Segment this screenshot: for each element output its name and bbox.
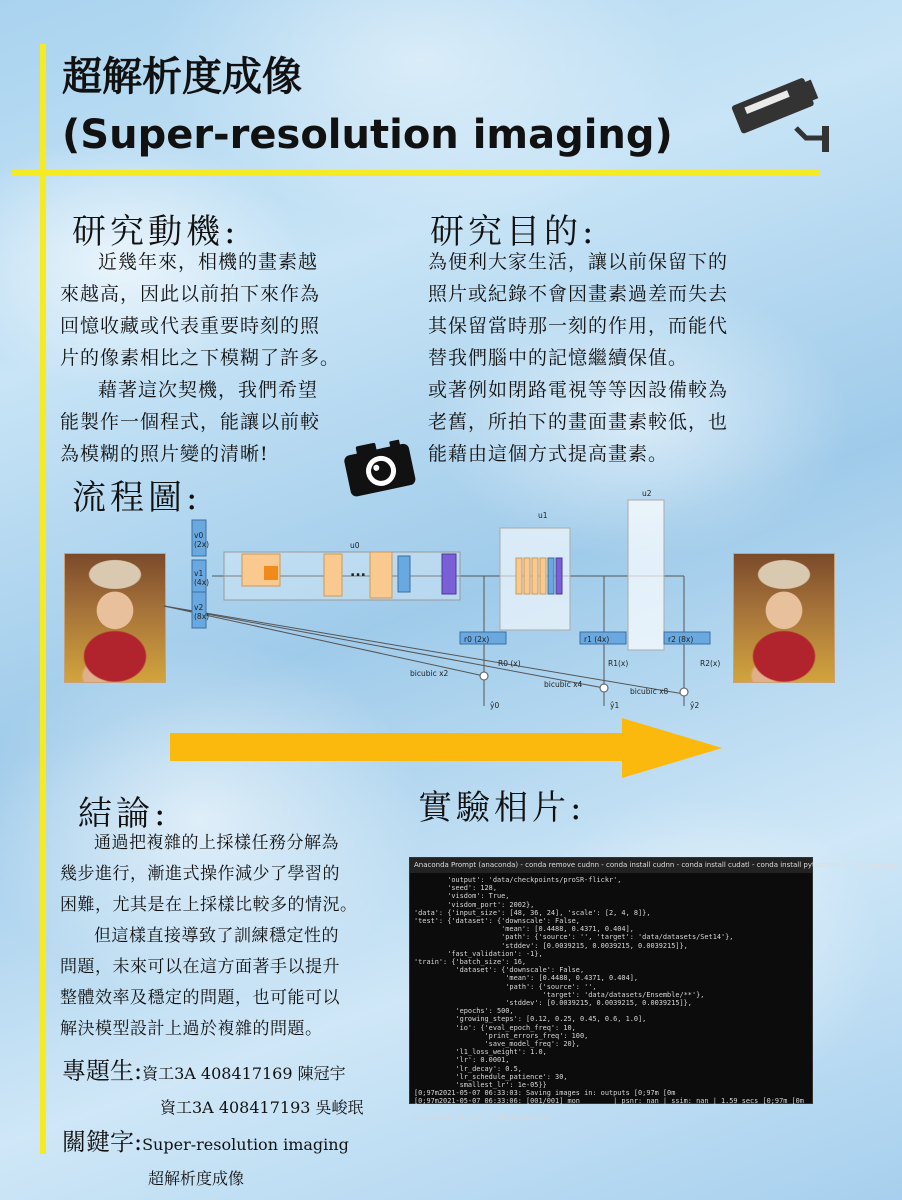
accent-horizontal-line — [12, 170, 820, 176]
terminal-line: 'visdom': True, — [414, 892, 510, 901]
terminal-line: 'data': {'input_size': [48, 36, 24], 'scale': [2, 4, 8]}, — [414, 908, 651, 917]
flowchart-diagram — [164, 488, 734, 718]
motivation-line: 為模糊的照片變的清晰! — [60, 443, 269, 465]
purpose-line: 照片或紀錄不會因畫素過差而失去 — [428, 283, 729, 305]
student-label: 專題生: — [62, 1057, 143, 1085]
label-R1: R1(x) — [608, 659, 629, 668]
terminal-line: 'io': {'eval_epoch_freq': 10, — [414, 1023, 576, 1032]
motivation-line: 來越高，因此以前拍下來作為 — [60, 283, 321, 305]
terminal-line: 'stddev': [0.0039215, 0.0039215, 0.0039215]}, — [414, 999, 692, 1008]
motivation-line: 藉著這次契機，我們希望 — [98, 379, 319, 401]
terminal-line: 'save_model_freq': 20}, — [414, 1040, 580, 1049]
label-v2: v2 — [194, 603, 204, 612]
conclusion-heading: 結論: — [78, 794, 170, 834]
purpose-line: 能藉由這個方式提高畫素。 — [428, 443, 669, 465]
student-2: 資工3A 408417193 吳峻珉 — [160, 1098, 364, 1117]
label-v1-scale: (4x) — [194, 578, 210, 587]
terminal-line: 'lr_decay': 0.5, — [414, 1064, 522, 1073]
purpose-line: 其保留當時那一刻的作用，而能代 — [428, 315, 729, 337]
terminal-line: 'stddev': [0.0039215, 0.0039215, 0.0039215]}, — [414, 941, 688, 950]
terminal-line: 'target': 'data/datasets/Ensemble/**'}, — [414, 990, 705, 999]
keyword-1: Super-resolution imaging — [142, 1135, 349, 1154]
terminal-line: 'seed': 128, — [414, 884, 497, 893]
right-arrow-head — [622, 718, 722, 778]
terminal-line: 'output': 'data/checkpoints/proSR-flickr', — [414, 876, 622, 884]
accent-vertical-line — [40, 44, 46, 1154]
terminal-title: Anaconda Prompt (anaconda) - conda remove cudnn - conda install cudnn - conda install cudatl - conda install pytorch==0.4.1 torchvisio... — [410, 858, 812, 873]
purpose-line: 老舊，所拍下的畫面畫素較低，也 — [428, 411, 729, 433]
keyword-2: 超解析度成像 — [148, 1169, 245, 1188]
terminal-line: 'fast_validation': -1}, — [414, 949, 543, 958]
terminal-line: 'path': {'source': '', 'target': 'data/datasets/Set14'}, — [414, 933, 734, 942]
terminal-line — [414, 1106, 808, 1114]
student-1: 資工3A 408417169 陳冠宇 — [142, 1064, 346, 1083]
terminal-line: 'l1_loss_weight': 1.0, — [414, 1048, 547, 1057]
terminal-line: 'mean': [0.4488, 0.4371, 0.404], — [414, 974, 639, 983]
terminal-line: 'growing_steps': [0.12, 0.25, 0.45, 0.6, 1.0], — [414, 1015, 647, 1024]
conclusion-line: 問題，未來可以在這方面著手以提升 — [60, 957, 340, 977]
conclusion-text — [60, 828, 400, 1045]
terminal-line: 'test': {'dataset': {'downscale': False, — [414, 917, 580, 926]
label-v2-scale: (8x) — [194, 612, 210, 621]
purpose-text — [428, 246, 808, 470]
output-photo — [733, 553, 835, 683]
purpose-line: 為便利大家生活，讓以前保留下的 — [428, 251, 729, 273]
terminal-line: 'train': {'batch_size': 16, — [414, 958, 527, 967]
label-u1: u1 — [538, 511, 548, 520]
label-r2: r2 (8x) — [668, 635, 694, 644]
flowchart-heading: 流程圖: — [72, 478, 202, 518]
purpose-heading: 研究目的: — [430, 212, 598, 252]
terminal-line: 'mean': [0.4488, 0.4371, 0.404], — [414, 925, 634, 934]
purpose-line: 或著例如閉路電視等等因設備較為 — [428, 379, 729, 401]
label-R2: R2(x) — [700, 659, 721, 668]
label-u0: u0 — [350, 541, 360, 550]
motivation-line: 近幾年來，相機的畫素越 — [98, 251, 319, 273]
label-v1: v1 — [194, 569, 204, 578]
conclusion-line: 通過把複雜的上採樣任務分解為 — [94, 833, 339, 853]
conclusion-line: 整體效率及穩定的問題，也可能可以 — [60, 988, 340, 1008]
label-y2: ŷ2 — [690, 701, 700, 710]
label-y1: ŷ1 — [610, 701, 620, 710]
keyword-label: 關鍵字: — [62, 1128, 143, 1156]
label-bicubic-x8: bicubic x8 — [630, 687, 669, 696]
terminal-line: [0;97m2021-05-07 06:33:06: [001/001] mon | psnr: nan | ssim: nan | 1.59 secs [0;97m [0m — [414, 1097, 804, 1106]
terminal-line: 'print_errors_freq': 100, — [414, 1031, 589, 1040]
terminal-screenshot — [409, 857, 902, 1122]
terminal-line: (d:\proSR) d:\proSR\proSR-master> — [414, 1113, 551, 1122]
motivation-line: 片的像素相比之下模糊了許多。 — [60, 347, 341, 369]
terminal-line: 'dataset': {'downscale': False, — [414, 966, 585, 975]
input-photo — [64, 553, 166, 683]
label-bicubic-x4: bicubic x4 — [544, 680, 583, 689]
terminal-line: 'path': {'source': '', — [414, 982, 597, 991]
conclusion-line: 困難，尤其是在上採樣比較多的情況。 — [60, 895, 358, 915]
right-arrow-icon — [170, 733, 625, 761]
photos-heading: 實驗相片: — [418, 788, 586, 828]
motivation-line: 回憶收藏或代表重要時刻的照 — [60, 315, 321, 337]
conclusion-line: 幾步進行，漸進式操作減少了學習的 — [60, 864, 340, 884]
conclusion-line: 解決模型設計上過於複雜的問題。 — [60, 1019, 323, 1039]
label-v0-scale: (2x) — [194, 540, 210, 549]
motivation-line: 能製作一個程式，能讓以前較 — [60, 411, 321, 433]
cctv-camera-icon — [726, 60, 836, 160]
label-v0: v0 — [194, 531, 204, 540]
terminal-line: 'lr_schedule_patience': 30, — [414, 1072, 568, 1081]
terminal-output — [410, 873, 812, 1125]
title-chinese: 超解析度成像 — [62, 54, 302, 100]
label-y0: ŷ0 — [490, 701, 500, 710]
terminal-line: 'epochs': 500, — [414, 1007, 514, 1016]
credits — [62, 1054, 364, 1196]
label-u2: u2 — [642, 489, 652, 498]
label-r1: r1 (4x) — [584, 635, 610, 644]
label-bicubic-x2: bicubic x2 — [410, 669, 449, 678]
title-english: (Super-resolution imaging) — [62, 112, 673, 158]
page-title — [62, 48, 673, 164]
terminal-line: 'visdom_port': 2002}, — [414, 900, 535, 909]
terminal-line: [0;97m2021-05-07 06:33:03: Saving images in: outputs [0;97m [0m — [414, 1089, 676, 1098]
label-R0: R0 (x) — [498, 659, 521, 668]
purpose-line: 替我們腦中的記憶繼續保值。 — [428, 347, 689, 369]
conclusion-line: 但這樣直接導致了訓練穩定性的 — [94, 926, 339, 946]
label-r0: r0 (2x) — [464, 635, 490, 644]
motivation-heading: 研究動機: — [72, 212, 240, 252]
terminal-line: 'smallest_lr': 1e-05}} — [414, 1081, 547, 1090]
label-dots: ... — [350, 564, 366, 580]
terminal-line: 'lr': 0.0001, — [414, 1056, 510, 1065]
